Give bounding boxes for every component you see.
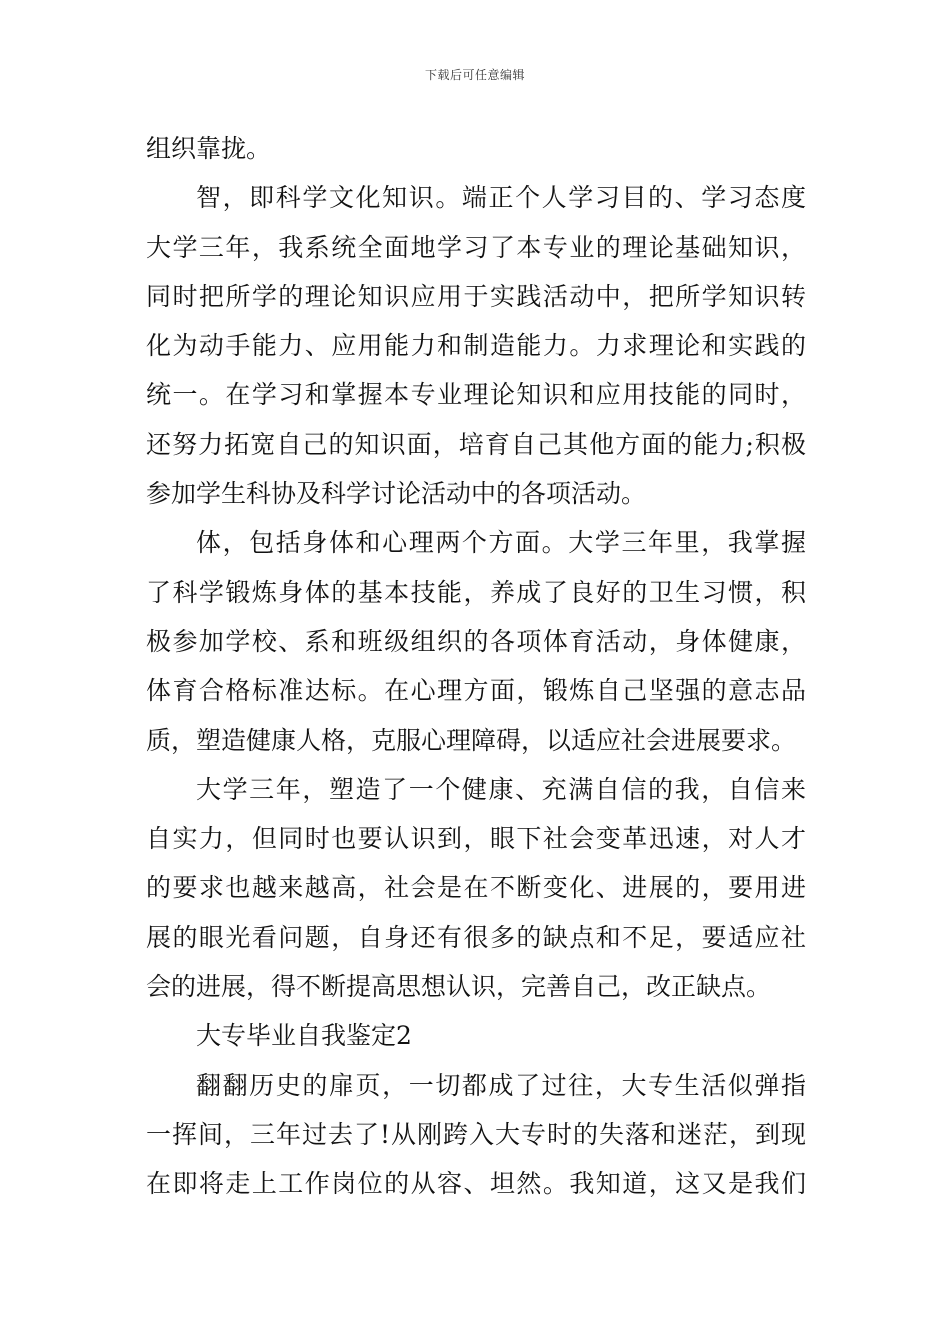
text-line: 体，包括身体和心理两个方面。大学三年里，我掌握 (196, 528, 806, 558)
text-line: 在即将走上工作岗位的从容、坦然。我知道，这又是我们 (146, 1169, 806, 1199)
text-line: 的要求也越来越高，社会是在不断变化、进展的，要用进 (146, 873, 806, 903)
text-line: 展的眼光看问题，自身还有很多的缺点和不足，要适应社 (146, 922, 806, 952)
text-line: 组织靠拢。 (146, 134, 272, 163)
text-line: 一挥间，三年过去了!从刚跨入大专时的失落和迷茫，到现 (146, 1119, 806, 1149)
document-body (146, 124, 806, 1209)
text-line: 还努力拓宽自己的知识面，培育自己其他方面的能力;积极 (146, 429, 806, 459)
text-line: 体育合格标准达标。在心理方面，锻炼自己坚强的意志品 (146, 676, 806, 706)
text-line: 会的进展，得不断提高思想认识，完善自己，改正缺点。 (146, 972, 772, 1002)
text-line: 翻翻历史的扉页，一切都成了过往，大专生活似弹指 (196, 1070, 806, 1100)
page-header: 下载后可任意编辑 (424, 68, 525, 82)
text-line: 自实力，但同时也要认识到，眼下社会变革迅速，对人才 (146, 824, 806, 854)
text-line: 智，即科学文化知识。端正个人学习目的、学习态度 (196, 183, 806, 213)
text-line: 极参加学校、系和班级组织的各项体育活动，身体健康， (146, 626, 806, 656)
text-line: 参加学生科协及科学讨论活动中的各项活动。 (146, 479, 647, 509)
text-line: 同时把所学的理论知识应用于实践活动中，把所学知识转 (146, 281, 806, 311)
text-line: 了科学锻炼身体的基本技能，养成了良好的卫生习惯，积 (146, 577, 806, 607)
text-line: 大专毕业自我鉴定2 (196, 1021, 412, 1051)
text-line: 统一。在学习和掌握本专业理论知识和应用技能的同时， (146, 380, 806, 410)
text-line: 化为动手能力、应用能力和制造能力。力求理论和实践的 (146, 331, 806, 361)
text-line: 大学三年，我系统全面地学习了本专业的理论基础知识， (146, 232, 806, 262)
text-line: 质，塑造健康人格，克服心理障碍，以适应社会进展要求。 (146, 725, 797, 755)
text-line: 大学三年，塑造了一个健康、充满自信的我，自信来 (196, 774, 806, 804)
